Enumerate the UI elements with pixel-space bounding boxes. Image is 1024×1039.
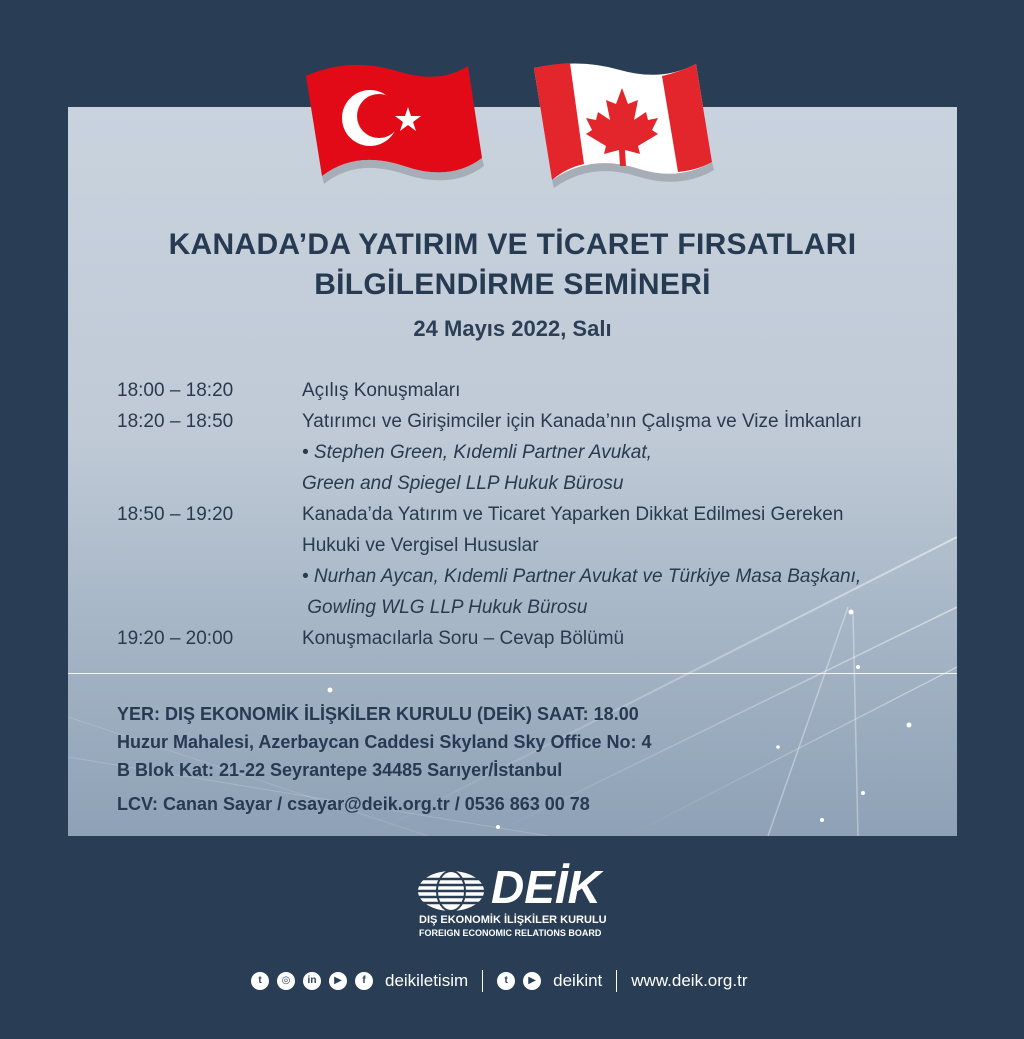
section-divider <box>68 673 957 674</box>
seminar-date: 24 Mayıs 2022, Salı <box>413 316 612 341</box>
twitter-icon[interactable]: t <box>251 972 269 990</box>
agenda-speaker-line <box>117 561 937 592</box>
agenda-time: 18:00 – 18:20 <box>117 380 234 401</box>
linkedin-icon[interactable]: in <box>303 972 321 990</box>
venue-address-line-2: B Blok Kat: 21-22 Seyrantepe 34485 Sarıyer/İstanbul <box>117 760 563 780</box>
agenda-item <box>117 375 937 406</box>
social-bar <box>251 967 747 995</box>
agenda-topic-continued <box>117 530 937 561</box>
agenda-topic: Açılış Konuşmaları <box>302 380 461 401</box>
youtube-icon[interactable]: ▶ <box>329 972 347 990</box>
seminar-title-line-2: BİLGİLENDİRME SEMİNERİ <box>314 268 711 301</box>
instagram-icon[interactable]: ◎ <box>277 972 295 990</box>
canada-flag-icon <box>534 63 714 188</box>
separator <box>482 970 483 992</box>
venue-info <box>117 700 937 818</box>
globe-logo-icon <box>417 870 485 912</box>
rsvp-label: LCV: <box>117 794 159 814</box>
brand-name: DEİK <box>491 861 601 913</box>
social-handle-1[interactable]: deikiletisim <box>385 971 469 990</box>
separator <box>616 970 617 992</box>
venue-address-line-1: Huzur Mahalesi, Azerbaycan Caddesi Skyland Sky Office No: 4 <box>117 732 652 752</box>
deik-logo <box>417 861 613 942</box>
agenda-topic: Kanada’da Yatırım ve Ticaret Yaparken Dikkat Edilmesi Gereken <box>302 504 844 525</box>
speaker-firm: Gowling WLG LLP Hukuk Bürosu <box>302 597 588 618</box>
brand-subtitle-en: FOREIGN ECONOMIC RELATIONS BOARD <box>419 928 602 938</box>
agenda-item <box>117 623 937 654</box>
speaker-name: • Nurhan Aycan, Kıdemli Partner Avukat ve Türkiye Masa Başkanı, <box>302 566 862 587</box>
youtube-icon[interactable]: ▶ <box>523 972 541 990</box>
rsvp-contact <box>117 790 937 818</box>
brand-subtitle-tr: DIŞ EKONOMİK İLİŞKİLER KURULU <box>419 914 607 926</box>
speaker-firm: Green and Spiegel LLP Hukuk Bürosu <box>302 473 624 494</box>
agenda-topic-line-2: Hukuki ve Vergisel Hususlar <box>302 535 539 556</box>
agenda-speaker-line <box>117 468 937 499</box>
agenda-time: 18:20 – 18:50 <box>117 411 234 432</box>
agenda-topic: Konuşmacılarla Soru – Cevap Bölümü <box>302 628 625 649</box>
seminar-title-line-1: KANADA’DA YATIRIM VE TİCARET FIRSATLARI <box>168 228 857 261</box>
agenda-item <box>117 406 937 437</box>
venue-title: YER: DIŞ EKONOMİK İLİŞKİLER KURULU (DEİK) SAAT: 18.00 <box>117 704 639 724</box>
twitter-icon[interactable]: t <box>497 972 515 990</box>
agenda-topic: Yatırımcı ve Girişimciler için Kanada’nın Çalışma ve Vize İmkanları <box>302 411 862 432</box>
flags <box>300 58 720 190</box>
speaker-name: • Stephen Green, Kıdemli Partner Avukat, <box>302 442 652 463</box>
agenda-time: 19:20 – 20:00 <box>117 628 234 649</box>
website-link[interactable]: www.deik.org.tr <box>631 971 748 990</box>
rsvp-details: Canan Sayar / csayar@deik.org.tr / 0536 863 00 78 <box>158 794 590 814</box>
social-handle-2[interactable]: deikint <box>553 971 603 990</box>
agenda-list <box>117 375 937 654</box>
agenda-item <box>117 499 937 530</box>
turkey-flag-icon <box>306 65 484 184</box>
agenda-speaker-line <box>117 437 937 468</box>
facebook-icon[interactable]: f <box>355 972 373 990</box>
agenda-speaker-line <box>117 592 937 623</box>
agenda-time: 18:50 – 19:20 <box>117 504 234 525</box>
